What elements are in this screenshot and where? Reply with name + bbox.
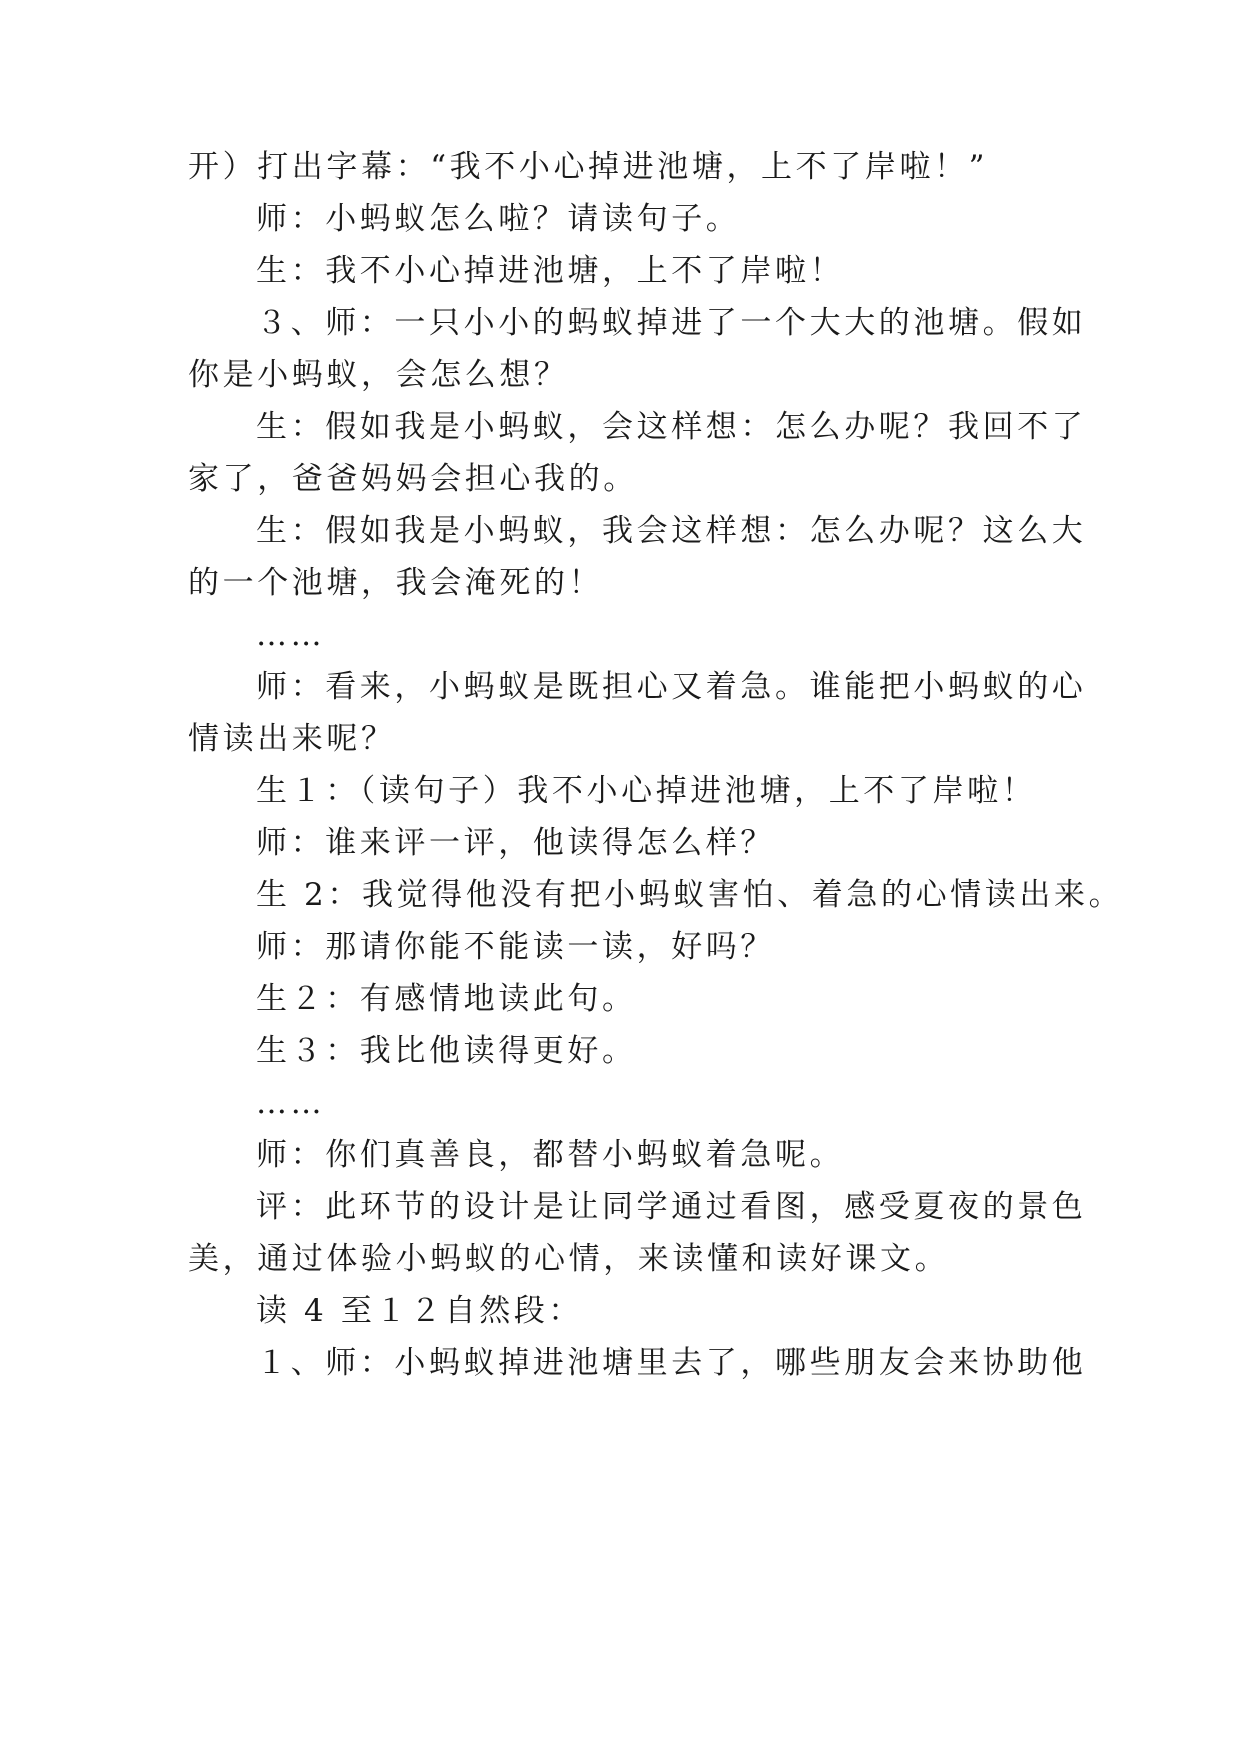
section-heading: 读 4 至１２自然段： [256,1293,584,1329]
text-line: 生２：有感情地读此句。 [256,981,637,1017]
text-line: 家了，爸爸妈妈会担心我的。 [188,461,638,497]
text-line: 师：那请你能不能读一读，好吗？ [256,929,775,965]
text-line: 开）打出字幕：“我不小心掉进池塘，上不了岸啦！” [188,149,989,185]
text-line: 评：此环节的设计是让同学通过看图，感受夏夜的景色 [256,1189,1087,1225]
text-line: 师：谁来评一评，他读得怎么样？ [256,825,775,861]
text-line: 师：你们真善良，都替小蚂蚁着急呢。 [256,1137,845,1173]
text-line: 师：看来，小蚂蚁是既担心又着急。谁能把小蚂蚁的心 [256,669,1087,705]
text-line: 生：假如我是小蚂蚁，会这样想：怎么办呢？我回不了 [256,409,1087,445]
ellipsis-line: …… [256,1085,326,1121]
text-line: １、师：小蚂蚁掉进池塘里去了，哪些朋友会来协助他 [256,1345,1087,1381]
text-line: 的一个池塘，我会淹死的！ [188,565,604,601]
text-line: 生：我不小心掉进池塘，上不了岸啦！ [256,253,845,289]
text-line: 生：假如我是小蚂蚁，我会这样想：怎么办呢？这么大 [256,513,1087,549]
text-line: 师：小蚂蚁怎么啦？请读句子。 [256,201,741,237]
text-line: 生 2：我觉得他没有把小蚂蚁害怕、着急的心情读出来。 [256,877,1124,913]
text-line: 情读出来呢？ [188,721,396,757]
ellipsis-line: …… [256,617,326,653]
text-line: 美，通过体验小蚂蚁的心情，来读懂和读好课文。 [188,1241,950,1277]
text-line: 你是小蚂蚁，会怎么想？ [188,357,569,393]
text-line: 生１：（读句子）我不小心掉进池塘，上不了岸啦！ [256,773,1037,809]
text-line: ３、师：一只小小的蚂蚁掉进了一个大大的池塘。假如 [256,305,1087,341]
text-line: 生３：我比他读得更好。 [256,1033,637,1069]
